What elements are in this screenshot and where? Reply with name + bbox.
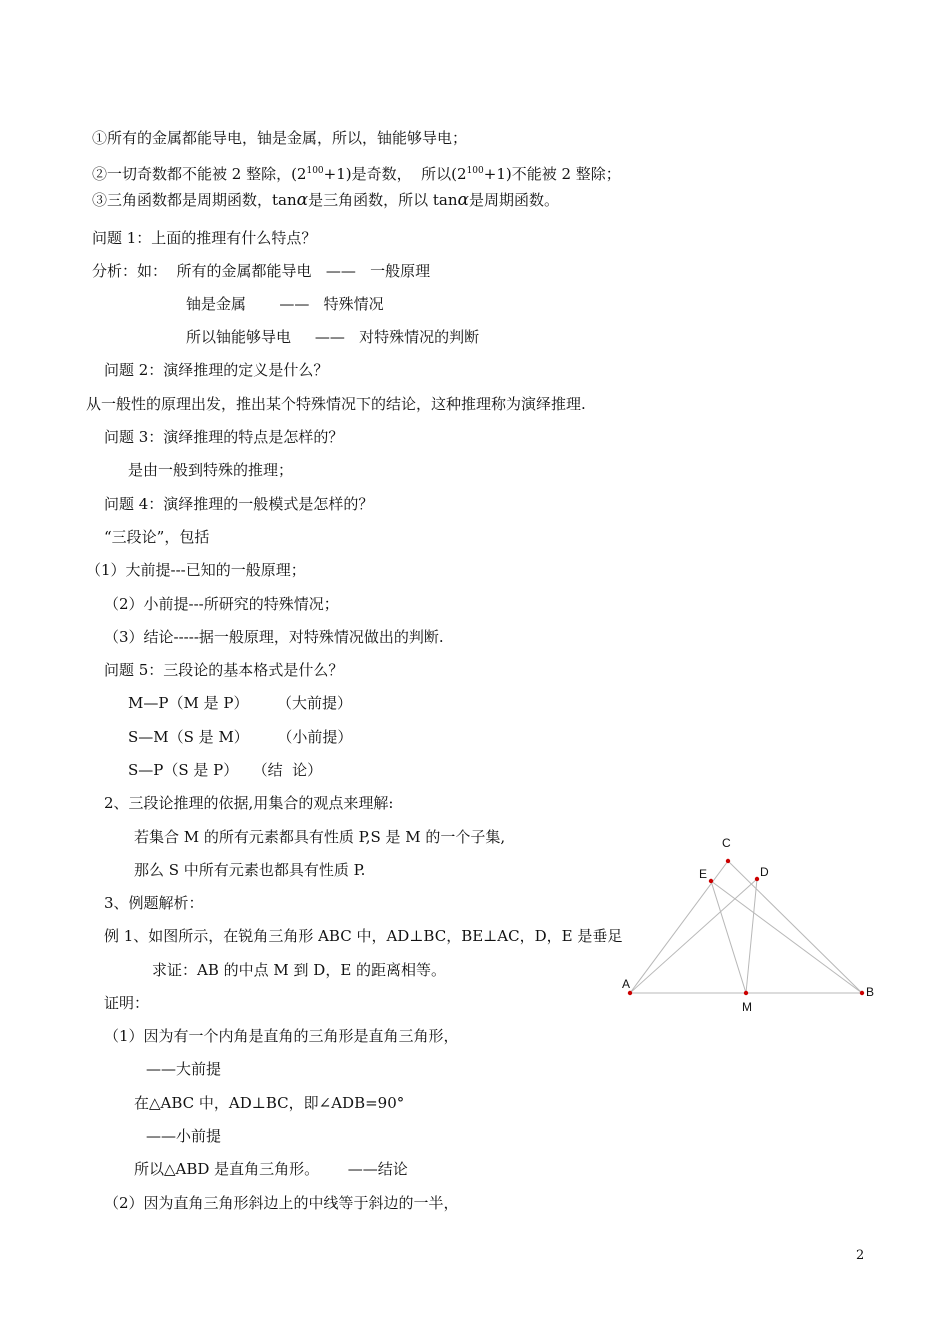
analysis-line-1: 分析：如： 所有的金属都能导电 —— 一般原理	[92, 262, 431, 280]
section-2-text-2: 那么 S 中所有元素也都具有性质 P.	[134, 861, 366, 879]
question-5: 问题 5：三段论的基本格式是什么？	[104, 661, 344, 679]
triangle-lines	[630, 861, 862, 993]
answer-3: 是由一般到特殊的推理；	[128, 461, 294, 479]
example-line-3-part-a: ③三角函数都是周期函数，tan	[92, 191, 297, 209]
definition: 从一般性的原理出发，推出某个特殊情况下的结论，这种推理称为演绎推理.	[86, 395, 586, 413]
proof-step-1-major: ——大前提	[146, 1060, 222, 1078]
format-line-2: S—M（S 是 M） （小前提）	[128, 728, 353, 746]
example-line-2	[92, 161, 621, 184]
segment-ac	[630, 861, 728, 993]
question-3: 问题 3：演绎推理的特点是怎样的？	[104, 428, 344, 446]
alpha-symbol-2: α	[457, 190, 470, 210]
label-e: E	[699, 867, 708, 881]
example-line-2-part-a: ②一切奇数都不能被 2 整除，(2	[92, 165, 307, 183]
triangle-figure	[610, 828, 890, 1018]
section-2-text-1: 若集合 M 的所有元素都具有性质 P,S 是 M 的一个子集,	[134, 828, 506, 846]
example-1-statement: 例 1、如图所示，在锐角三角形 ABC 中，AD⊥BC，BE⊥AC，D，E 是垂足	[104, 927, 623, 945]
proof-step-1: （1）因为有一个内角是直角的三角形是直角三角形，	[104, 1027, 459, 1045]
label-c: C	[722, 836, 731, 850]
question-2: 问题 2：演绎推理的定义是什么？	[104, 361, 329, 379]
section-3-heading: 3、例题解析：	[104, 894, 204, 912]
page-number: 2	[856, 1248, 865, 1263]
point-b	[860, 991, 864, 995]
alpha-symbol-1: α	[296, 190, 309, 210]
proof-step-1-fact: 在△ABC 中，AD⊥BC，即∠ADB=90°	[134, 1094, 405, 1112]
question-4: 问题 4：演绎推理的一般模式是怎样的？	[104, 495, 374, 513]
syllogism-conclusion: （3）结论-----据一般原理，对特殊情况做出的判断.	[104, 628, 444, 646]
syllogism-minor-premise: （2）小前提---所研究的特殊情况；	[104, 595, 339, 613]
label-b: B	[866, 985, 875, 999]
point-c	[726, 859, 730, 863]
point-e	[709, 879, 713, 883]
segment-em	[711, 881, 746, 993]
example-line-1: ①所有的金属都能导电，铀是金属，所以，铀能够导电；	[92, 129, 468, 147]
analysis-line-2: 铀是金属 —— 特殊情况	[186, 295, 384, 313]
syllogism-intro: “三段论”，包括	[104, 528, 210, 546]
point-d	[755, 877, 759, 881]
segment-be	[711, 881, 862, 993]
proof-label: 证明：	[104, 994, 150, 1012]
example-line-3	[92, 190, 559, 210]
point-m	[744, 991, 748, 995]
format-line-3: S—P（S 是 P） （结 论）	[128, 761, 323, 779]
exponent-2: 100	[466, 166, 484, 176]
proof-step-1-conclusion: 所以△ABD 是直角三角形。 ——结论	[134, 1160, 408, 1178]
label-m: M	[742, 1000, 752, 1014]
example-line-3-part-c: 是周期函数。	[469, 191, 560, 209]
analysis-line-3: 所以铀能够导电 —— 对特殊情况的判断	[186, 328, 480, 346]
example-1-goal: 求证：AB 的中点 M 到 D，E 的距离相等。	[152, 961, 447, 979]
section-2-heading: 2、三段论推理的依据,用集合的观点来理解:	[104, 794, 394, 812]
exponent-1: 100	[306, 166, 324, 176]
proof-step-1-minor: ——小前提	[146, 1127, 222, 1145]
segment-dm	[746, 879, 757, 993]
label-d: D	[760, 865, 769, 879]
format-line-1: M—P（M 是 P） （大前提）	[128, 694, 353, 712]
example-line-2-part-b: +1)是奇数， 所以(2	[323, 165, 467, 183]
segment-ad	[630, 879, 757, 993]
example-line-3-part-b: 是三角函数，所以 tan	[308, 191, 458, 209]
question-1: 问题 1：上面的推理有什么特点？	[92, 229, 317, 247]
syllogism-major-premise: （1）大前提---已知的一般原理；	[86, 561, 306, 579]
proof-step-2: （2）因为直角三角形斜边上的中线等于斜边的一半，	[104, 1194, 459, 1212]
example-line-2-part-c: +1)不能被 2 整除；	[483, 165, 621, 183]
point-a	[628, 991, 632, 995]
label-a: A	[622, 977, 631, 991]
